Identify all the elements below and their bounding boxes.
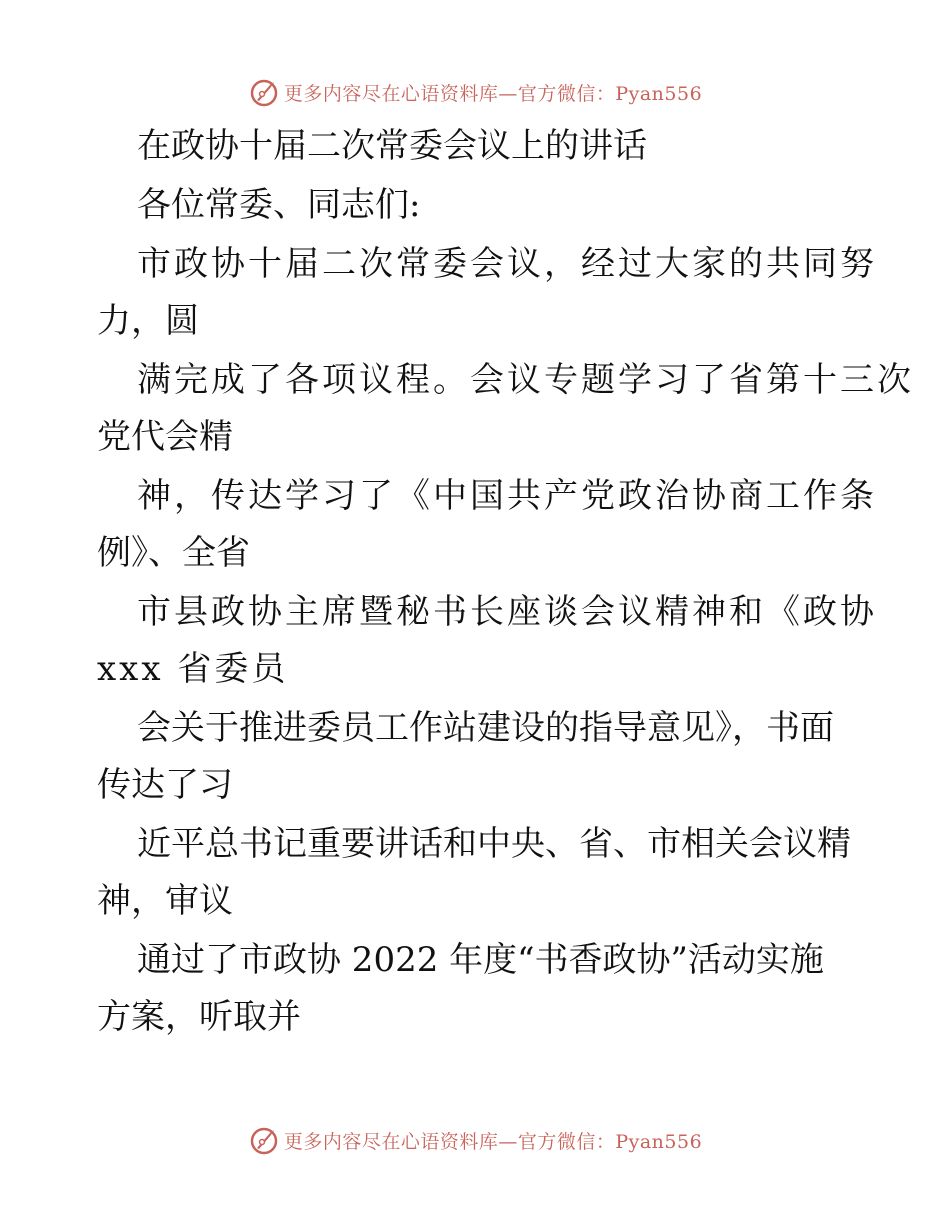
paragraph-line: 通过了市政协 2022 年度“书香政协”活动实施 [137, 940, 824, 980]
header-watermark [0, 72, 950, 112]
footer-watermark [0, 1120, 950, 1160]
paragraph-line: 近平总书记重要讲话和中央、省、市相关会议精 [137, 824, 851, 864]
header-watermark-text: 更多内容尽在心语资料库—官方微信：Pyan556 [283, 82, 703, 105]
paragraph-line: 党代会精 [97, 417, 233, 457]
paragraph-line: 力，圆 [97, 301, 199, 341]
quill-pen-logo-icon [248, 76, 280, 108]
paragraph-line: 神，传达学习了《中国共产党政治协商工作条 [137, 476, 877, 516]
quill-pen-logo-icon [248, 1124, 280, 1156]
paragraph-line: 市县政协主席暨秘书长座谈会议精神和《政协 [137, 592, 877, 632]
paragraph-line: 满完成了各项议程。会议专题学习了省第十三次 [137, 360, 914, 400]
document-title: 在政协十届二次常委会议上的讲话 [137, 126, 647, 166]
salutation: 各位常委、同志们: [137, 185, 421, 225]
paragraph-line: 方案，听取并 [97, 997, 301, 1037]
paragraph-line: 神，审议 [97, 881, 233, 921]
paragraph-line: xxx 省委员 [97, 649, 289, 689]
paragraph-line: 传达了习 [97, 765, 233, 805]
footer-watermark-text: 更多内容尽在心语资料库—官方微信：Pyan556 [283, 1130, 703, 1153]
paragraph-line: 市政协十届二次常委会议，经过大家的共同努 [137, 244, 877, 284]
paragraph-line: 例》、全省 [97, 533, 250, 573]
paragraph-line: 会关于推进委员工作站建设的指导意见》，书面 [137, 708, 834, 748]
